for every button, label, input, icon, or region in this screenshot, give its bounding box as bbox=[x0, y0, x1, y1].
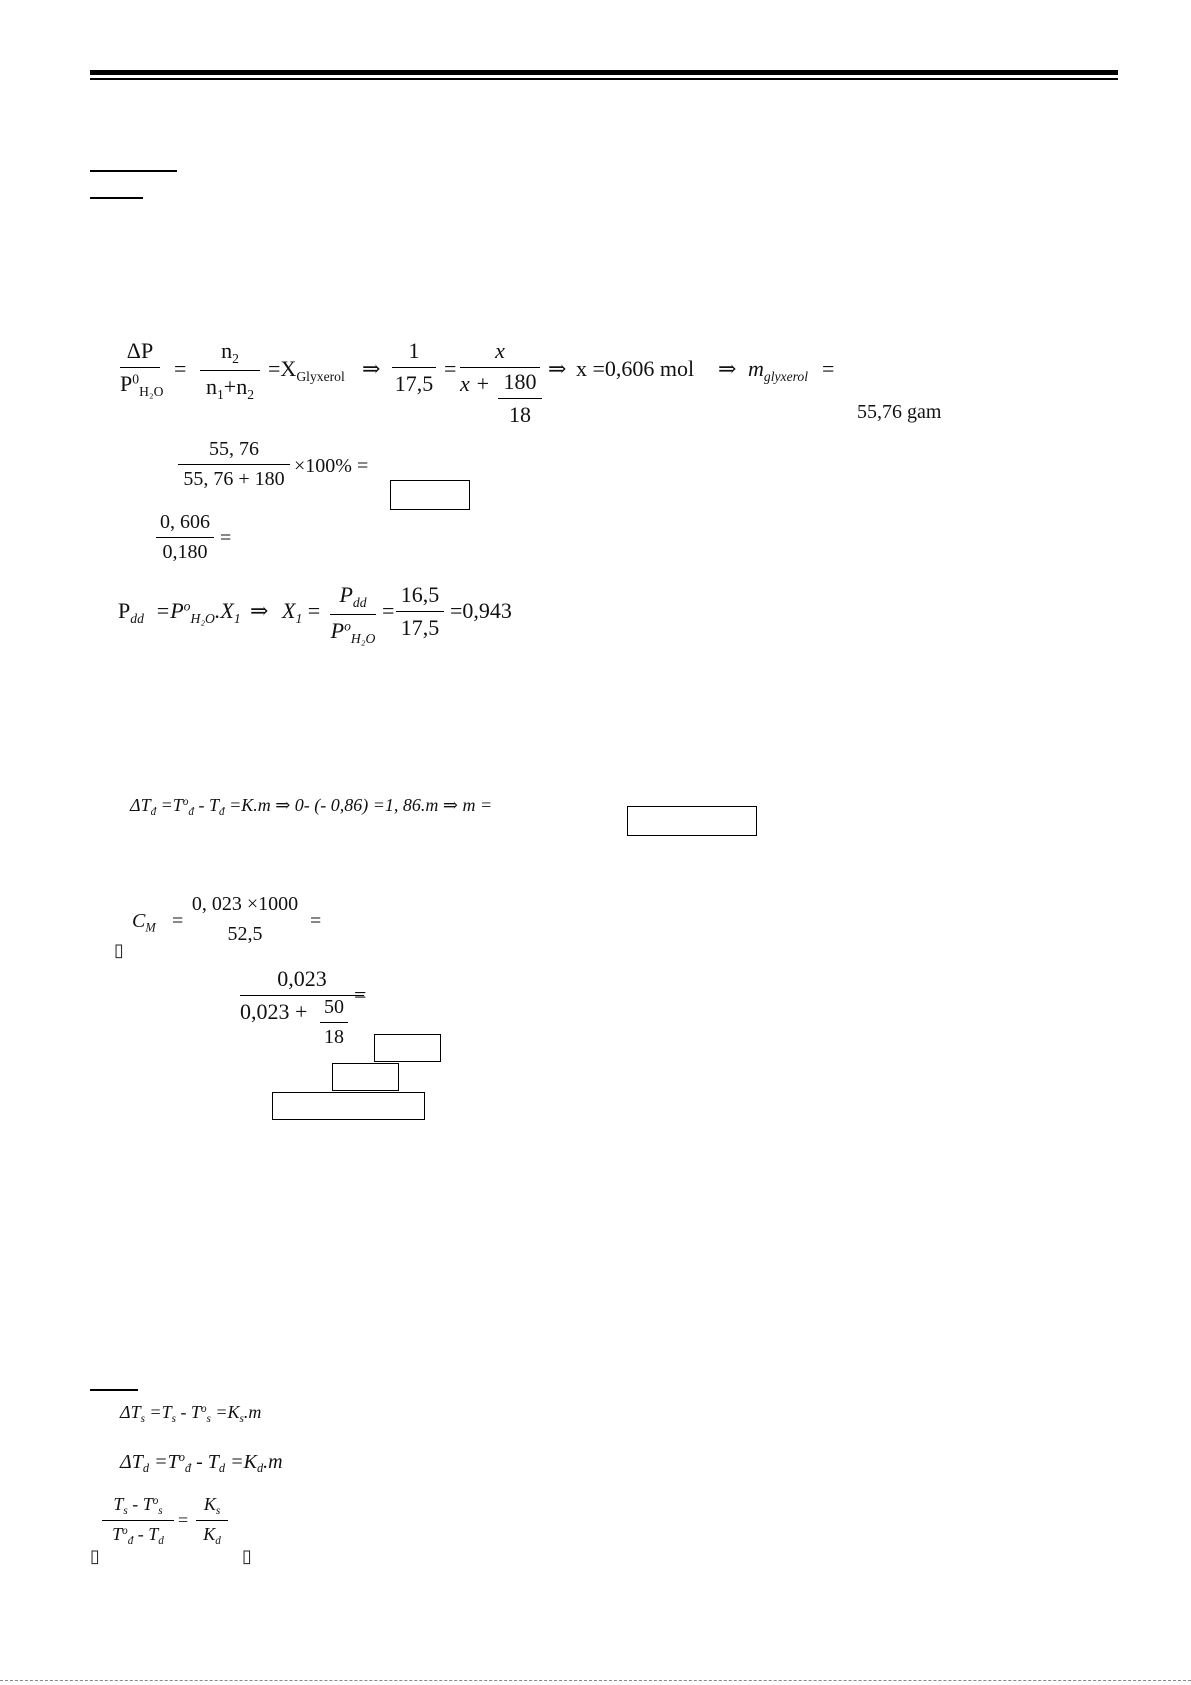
cm-tail: = bbox=[310, 910, 322, 932]
frac-mole-fraction: 0,023 0,023 + bbox=[240, 966, 364, 1025]
cm-lhs: $C_M$ bbox=[132, 910, 156, 935]
frac-ks-kd: $K_s$ $K_d$ bbox=[196, 1494, 228, 1547]
pdd-lhs: $P_{dd} =P^o_{H_2O}.X_1$ bbox=[118, 598, 241, 626]
equals-sign-4: = bbox=[382, 598, 395, 623]
missing-glyph-2: ▯ bbox=[90, 1546, 100, 1566]
frac-molality: 0, 606 0,180 bbox=[156, 511, 214, 564]
freezing-2-expression: $\Delta T_d =T^o_đ - T_d =K_d.m$ bbox=[120, 1450, 283, 1476]
x-result: x =0,606 mol bbox=[576, 356, 695, 381]
implies-1: ⇒ bbox=[362, 356, 381, 381]
freezing-expression: $\Delta T_đ =T^o_đ - T_đ =K.m$ ⇒ 0- (- 0,86) =1, 86.m ⇒ m = bbox=[130, 795, 493, 818]
implies-4: ⇒ bbox=[250, 598, 269, 623]
heading-underline-1 bbox=[90, 170, 177, 172]
frac-pdd-p0: $P_{dd}$ $P^o_{H_2O}$ bbox=[330, 582, 376, 646]
equals-sign: = bbox=[174, 356, 187, 381]
frac-x-over-x-plus: x x + bbox=[460, 338, 540, 397]
heading-underline-2 bbox=[90, 197, 143, 199]
frac-cm: 0, 023 ×1000 52,5 bbox=[191, 893, 299, 946]
implies-2: ⇒ bbox=[548, 356, 567, 381]
missing-glyph-1: ▯ bbox=[114, 940, 124, 960]
answer-box-5 bbox=[272, 1092, 425, 1120]
mole-fraction-tail: = bbox=[354, 982, 367, 1007]
answer-box-4 bbox=[332, 1063, 399, 1091]
frac-delta-p: ΔP $P^0_{H_2O}$ bbox=[120, 338, 164, 400]
mass-result: 55,76 gam bbox=[857, 401, 942, 423]
frac-mass-percent: 55, 76 55, 76 + 180 bbox=[178, 438, 290, 491]
x1-result: =0,943 bbox=[450, 598, 512, 623]
equals-sign-10: = bbox=[178, 1510, 189, 1530]
header-rule-thick bbox=[90, 70, 1118, 75]
frac-16-5-17-5: 16,5 17,5 bbox=[396, 582, 444, 641]
frac-50-18: 50 18 bbox=[320, 996, 348, 1049]
equals-sign-6: = bbox=[172, 910, 184, 932]
answer-box-2 bbox=[627, 806, 757, 836]
m-glyxerol: $m_{glyxerol}$ bbox=[748, 356, 809, 384]
answer-box-1 bbox=[390, 480, 470, 510]
x1-label: $X_1$ = bbox=[282, 598, 321, 626]
frac-1-17-5: 1 17,5 bbox=[392, 338, 436, 397]
missing-glyph-3: ▯ bbox=[242, 1546, 252, 1566]
equals-sign-3: = bbox=[822, 356, 835, 381]
percent-tail: ×100% = bbox=[294, 455, 369, 477]
heading-underline-3 bbox=[90, 1389, 138, 1391]
frac-n2-n1n2: $n_2$ $n_1+n_2$ bbox=[200, 338, 260, 403]
frac-180-18: 180 18 bbox=[498, 369, 542, 428]
x-glyxerol: $=X_{Glyxerol}$ bbox=[268, 356, 345, 384]
boiling-expression: $\Delta T_s =T_s - T^o_s =K_s.m$ bbox=[120, 1402, 262, 1425]
equals-sign-2: = bbox=[444, 356, 457, 381]
frac-ts-td: $T_s - T^o_s$ $T^o_đ - T_d$ bbox=[102, 1494, 174, 1547]
footer-dashed-line bbox=[0, 1680, 1191, 1681]
molality-tail: = bbox=[220, 527, 232, 549]
header-rule-thin bbox=[90, 78, 1118, 80]
implies-3: ⇒ bbox=[718, 356, 737, 381]
answer-box-3 bbox=[374, 1034, 441, 1062]
